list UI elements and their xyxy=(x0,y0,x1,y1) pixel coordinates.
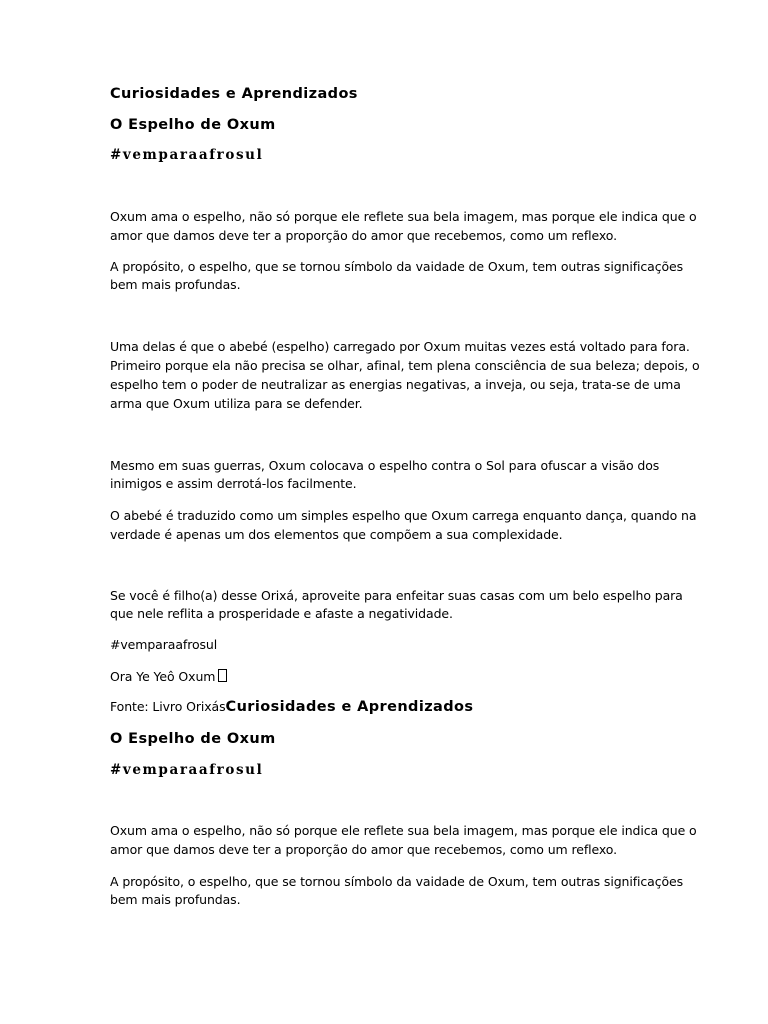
document-title: Curiosidades e Aprendizados xyxy=(110,86,358,102)
source-line xyxy=(110,698,473,716)
paragraph-line: Se você é filho(a) desse Orixá, aproveite para enfeitar suas casas com um belo espelho para xyxy=(110,588,683,603)
greeting-line xyxy=(110,668,227,686)
document-subtitle: O Espelho de Oxum xyxy=(110,117,276,133)
source-text: Fonte: Livro Orixás xyxy=(110,699,226,714)
greeting-text: Ora Ye Yeô Oxum xyxy=(110,669,216,684)
paragraph-line: verdade é apenas um dos elementos que compõem a sua complexidade. xyxy=(110,527,563,542)
paragraph-line: amor que damos deve ter a proporção do amor que recebemos, como um reflexo. xyxy=(110,228,617,243)
document-title-repeat: Curiosidades e Aprendizados xyxy=(225,699,474,715)
hashtag-heading: #vemparaafrosul xyxy=(110,147,264,163)
paragraph-line: Oxum ama o espelho, não só porque ele reflete sua bela imagem, mas porque ele indica que o xyxy=(110,209,697,224)
hashtag-heading-repeat: #vemparaafrosul xyxy=(110,762,264,778)
paragraph-line: arma que Oxum utiliza para se defender. xyxy=(110,396,363,411)
paragraph-line: Oxum ama o espelho, não só porque ele reflete sua bela imagem, mas porque ele indica que o xyxy=(110,823,697,838)
paragraph-line: Uma delas é que o abebé (espelho) carregado por Oxum muitas vezes está voltado para fora. xyxy=(110,339,690,354)
hashtag-line: #vemparaafrosul xyxy=(110,637,218,652)
paragraph-line: Primeiro porque ela não precisa se olhar, afinal, tem plena consciência de sua beleza; depois, o xyxy=(110,358,700,373)
paragraph-line: espelho tem o poder de neutralizar as energias negativas, a inveja, ou seja, trata-se de uma xyxy=(110,377,681,392)
document-subtitle-repeat: O Espelho de Oxum xyxy=(110,731,276,747)
paragraph-line: Mesmo em suas guerras, Oxum colocava o espelho contra o Sol para ofuscar a visão dos xyxy=(110,458,660,473)
paragraph-line: bem mais profundas. xyxy=(110,892,241,907)
missing-glyph-icon xyxy=(218,669,227,682)
paragraph-line: A propósito, o espelho, que se tornou símbolo da vaidade de Oxum, tem outras significações xyxy=(110,874,684,889)
paragraph-line: amor que damos deve ter a proporção do amor que recebemos, como um reflexo. xyxy=(110,842,617,857)
paragraph-line: A propósito, o espelho, que se tornou símbolo da vaidade de Oxum, tem outras significações xyxy=(110,259,684,274)
paragraph-line: O abebé é traduzido como um simples espelho que Oxum carrega enquanto dança, quando na xyxy=(110,508,697,523)
paragraph-line: bem mais profundas. xyxy=(110,277,241,292)
paragraph-line: que nele reflita a prosperidade e afaste a negatividade. xyxy=(110,606,453,621)
paragraph-line: inimigos e assim derrotá-los facilmente. xyxy=(110,476,357,491)
